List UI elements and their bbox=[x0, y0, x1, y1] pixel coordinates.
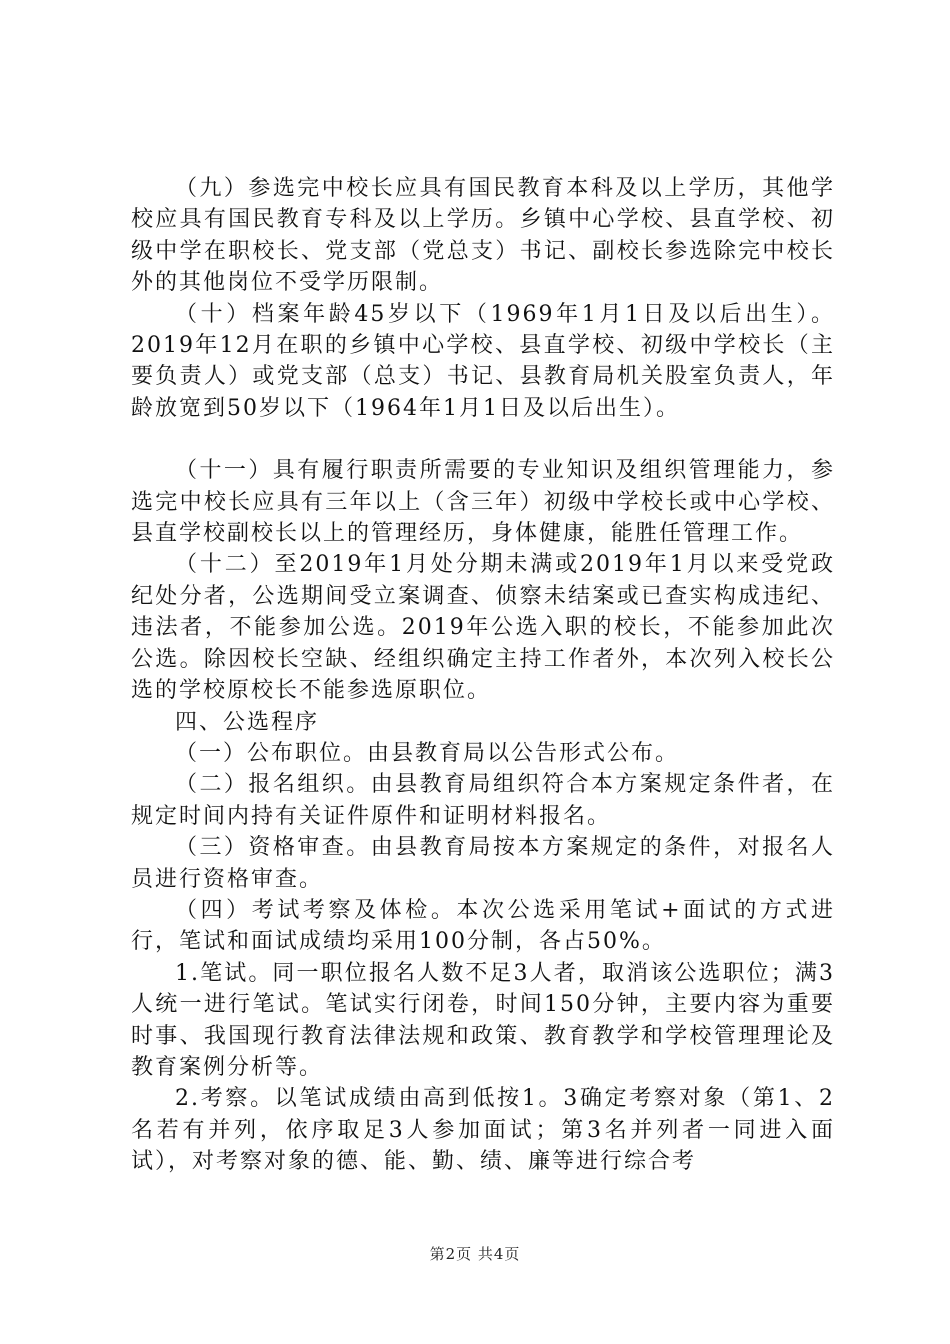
paragraph-procedure-2: （二）报名组织。由县教育局组织符合本方案规定条件者，在规定时间内持有关证件原件和证明材料报名。 bbox=[131, 772, 835, 829]
paragraph-procedure-3: （三）资格审查。由县教育局按本方案规定的条件，对报名人员进行资格审查。 bbox=[131, 835, 835, 892]
paragraph-procedure-1: （一）公布职位。由县教育局以公告形式公布。 bbox=[175, 740, 680, 766]
paragraph-qualification-10: （十）档案年龄45岁以下（1969年1月1日及以后出生）。2019年12月在职的乡镇中心学校、县直学校、初级中学校长（主要负责人）或党支部（总支）书记、县教育局机关股室负责人，年龄放宽到50岁以下（1964年1月1日及以后出生）。 bbox=[131, 301, 835, 421]
paragraph-qualification-11: （十一）具有履行职责所需要的专业知识及组织管理能力，参选完中校长应具有三年以上（含三年）初级中学校长或中心学校、县直学校副校长以上的管理经历，身体健康，能胜任管理工作。 bbox=[131, 458, 835, 547]
page-number-footer: 第2页 共4页 bbox=[429, 1245, 521, 1263]
paragraph-inspection: 2.考察。以笔试成绩由高到低按1。3确定考察对象（第1、2名若有并列，依序取足3人参加面试；第3名并列者一同进入面试），对考察对象的德、能、勤、绩、廉等进行综合考 bbox=[131, 1086, 835, 1175]
paragraph-written-exam: 1.笔试。同一职位报名人数不足3人者，取消该公选职位；满3人统一进行笔试。笔试实行闭卷，时间150分钟，主要内容为重要时事、我国现行教育法律法规和政策、教育教学和学校管理理论及教育案例分析等。 bbox=[131, 960, 835, 1080]
paragraph-procedure-4: （四）考试考察及体检。本次公选采用笔试+面试的方式进行，笔试和面试成绩均采用100分制，各占50%。 bbox=[131, 897, 835, 955]
paragraph-qualification-12: （十二）至2019年1月处分期未满或2019年1月以来受党政纪处分者，公选期间受立案调查、侦察未结案或已查实构成违纪、违法者，不能参加公选。2019年公选入职的校长，不能参加此次公选。除因校长空缺、经组织确定主持工作者外，本次列入校长公选的学校原校长不能参选原职位。 bbox=[131, 552, 835, 704]
paragraph-qualification-9: （九）参选完中校长应具有国民教育本科及以上学历，其他学校应具有国民教育专科及以上学历。乡镇中心学校、县直学校、初级中学在职校长、党支部（党总支）书记、副校长参选除完中校长外的其他岗位不受学历限制。 bbox=[131, 176, 835, 296]
section-heading-procedure: 四、公选程序 bbox=[175, 709, 320, 735]
document-body bbox=[131, 173, 835, 1178]
